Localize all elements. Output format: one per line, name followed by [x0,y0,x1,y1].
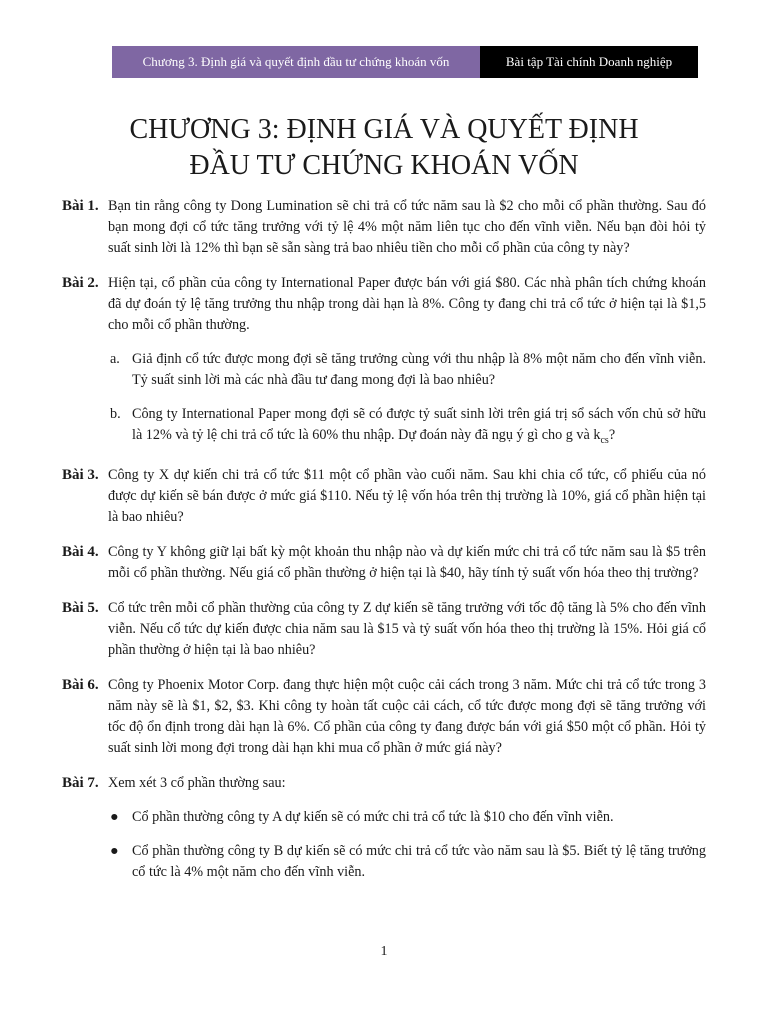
title-line-2: ĐẦU TƯ CHỨNG KHOÁN VỐN [189,150,579,181]
exercise-label: Bài 2. [62,275,99,291]
running-header [112,46,698,78]
bullet-text: Cổ phần thường công ty A dự kiến sẽ có mức chi trả cổ tức là $10 cho đến vĩnh viễn. [132,808,614,825]
bullet-text: Cổ phần thường công ty B dự kiến sẽ có mức chi trả cổ tức vào năm sau là $5. Biết tỷ lệ tăng trưởng cổ tức là 4% một năm cho đến vĩnh viễn. [132,842,706,880]
exercise-2 [62,273,706,451]
exercise-text: Công ty Y không giữ lại bất kỳ một khoản thu nhập nào và dự kiến mức chi trả cổ tức năm sau là $5 trên mỗi cổ phần thường. Nếu giá cổ phần thường ở hiện tại là $40, hãy tính tỷ suất vốn hóa theo thị trường? [108,543,706,581]
part-text: Giả định cổ tức được mong đợi sẽ tăng trưởng cùng với thu nhập là 8% một năm cho đến vĩnh viễn. Tỷ suất sinh lời mà các nhà đầu tư đang mong đợi là bao nhiêu? [132,351,706,388]
exercise-label: Bài 6. [62,676,99,693]
exercise-5 [62,598,706,661]
bullet-dot-icon: ● [110,842,119,859]
exercise-4 [62,542,706,584]
exercise-text: Bạn tin rằng công ty Dong Lumination sẽ chi trả cổ tức năm sau là $2 cho mỗi cổ phần thường. Sau đó bạn mong đợi cổ tức tăng trưởng với tỷ lệ 4% một năm liên tục cho đến vĩnh viễn. Nếu bạn đòi hỏi tỷ suất sinh lời là 12% thì bạn sẽ sẵn sàng trả bao nhiêu tiền cho mỗi cổ phần của công ty này? [108,198,706,256]
page-title [0,112,768,184]
bullet-item [108,807,706,828]
exercise-text: Cổ tức trên mỗi cổ phần thường của công ty Z dự kiến sẽ tăng trưởng với tốc độ tăng là 5% cho đến vĩnh viễn. Nếu cổ tức dự kiến được chia năm sau là $15 và tỷ suất vốn hóa theo thị trường là 15%. Hỏi giá cổ phần thường ở hiện tại là bao nhiêu? [108,599,706,658]
title-line-1: CHƯƠNG 3: ĐỊNH GIÁ VÀ QUYẾT ĐỊNH [129,114,639,145]
exercise-3 [62,465,706,528]
exercise-label: Bài 1. [62,198,99,214]
bullet-dot-icon: ● [110,808,119,825]
exercise-1 [62,196,706,259]
bullet-item [108,841,706,883]
part-text-after: ? [608,427,616,443]
header-course-title: Bài tập Tài chính Doanh nghiệp [480,46,698,78]
exercise-text: Hiện tại, cổ phần của công ty International Paper được bán với giá $80. Các nhà phân tích chứng khoán đã dự đoán tỷ lệ tăng trưởng thu nhập trong dài hạn là 8%. Công ty đang chi trả cổ tức ở hiện tại là $1,5 cho mỗi cổ phần thường. [108,275,706,333]
exercise-text: Công ty X dự kiến chi trả cổ tức $11 một cổ phần vào cuối năm. Sau khi chia cổ tức, cổ phiếu của nó được dự kiến sẽ bán được ở mức giá $110. Nếu tỷ lệ vốn hóa trên thị trường là 10%, giá cổ phần hiện tại là bao nhiêu? [108,466,706,525]
exercise-2-part-b [108,404,706,451]
exercise-label: Bài 3. [62,466,99,483]
exercise-label: Bài 7. [62,774,99,791]
part-subscript: cs [600,434,609,446]
exercise-2-part-a [108,349,706,391]
part-label: b. [110,406,121,422]
exercise-text: Xem xét 3 cổ phần thường sau: [108,774,286,791]
header-chapter-title: Chương 3. Định giá và quyết định đầu tư chứng khoán vốn [112,46,480,78]
part-label: a. [110,351,120,367]
part-text-container [132,404,706,451]
exercise-list [62,196,706,897]
exercise-7 [62,773,706,883]
page-number: 1 [380,944,388,959]
exercise-text: Công ty Phoenix Motor Corp. đang thực hiện một cuộc cải cách trong 3 năm. Mức chi trả cổ tức trong 3 năm này sẽ là $1, $2, $3. Khi công ty hoàn tất cuộc cải cách, cổ tức được mong đợi sẽ tăng trưởng với tốc độ ổn định trong dài hạn là 6%. Cổ phần của công ty đang được bán với giá $50 một cổ phần. Hỏi tỷ suất sinh lời mong đợi trong dài hạn khi mua cổ phần ở mức giá này? [108,676,706,756]
exercise-6 [62,675,706,759]
part-text: Công ty International Paper mong đợi sẽ có được tỷ suất sinh lời trên giá trị sổ sách vốn chủ sở hữu là 12% và tỷ lệ chi trả cổ tức là 60% thu nhập. Dự đoán này đã ngụ ý gì cho g và k [132,406,706,443]
exercise-label: Bài 5. [62,599,99,616]
exercise-label: Bài 4. [62,543,99,560]
